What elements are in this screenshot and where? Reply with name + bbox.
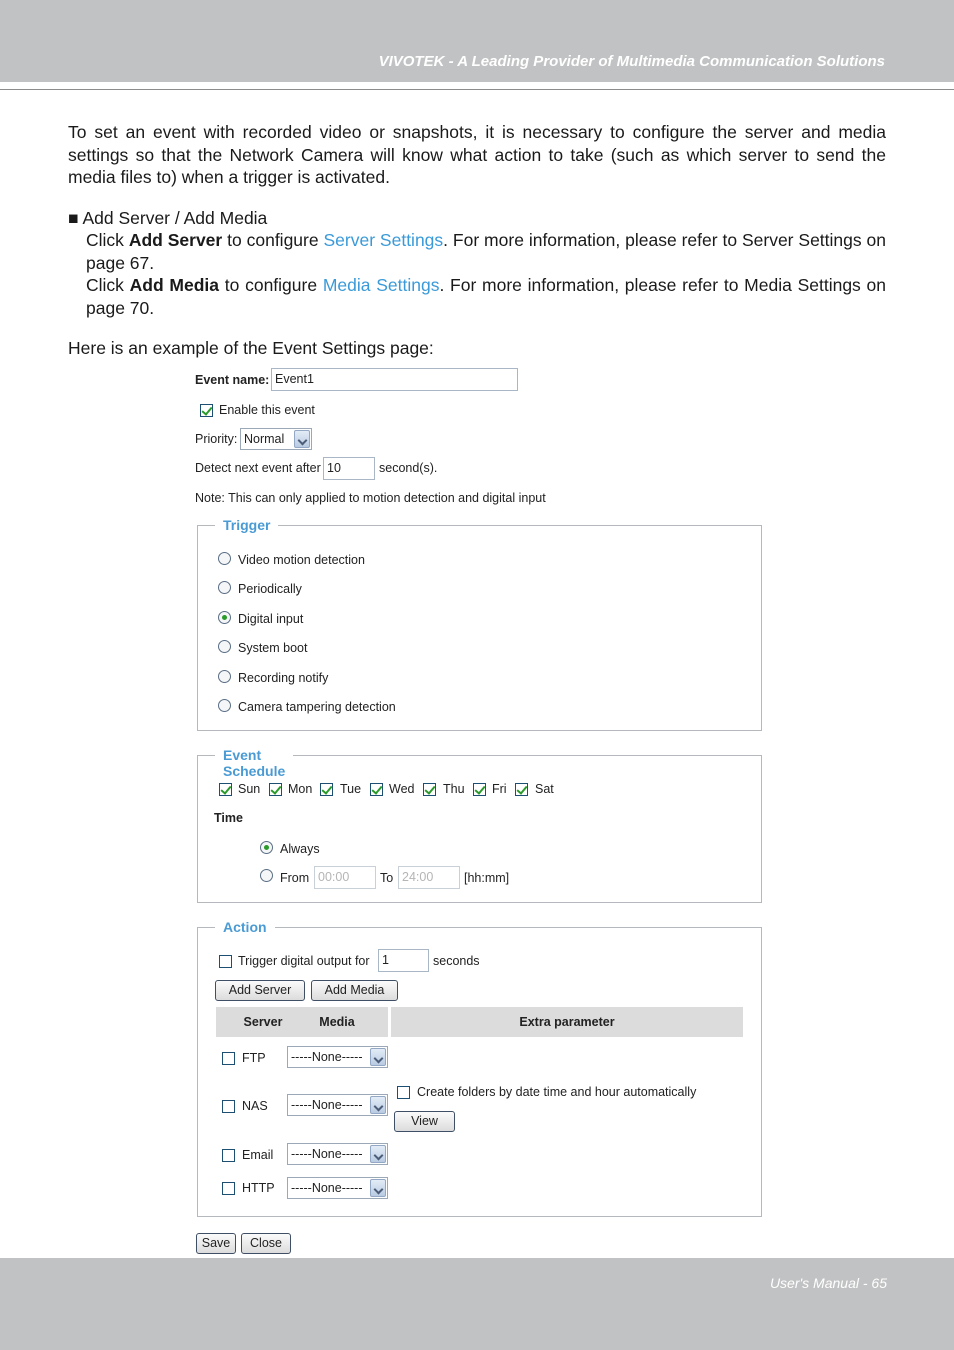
media-select-nas[interactable]: -----None----- — [287, 1094, 388, 1116]
day-label: Sun — [238, 782, 261, 796]
chevron-down-icon — [370, 1048, 386, 1066]
media-select-email[interactable]: -----None----- — [287, 1143, 388, 1165]
always-label: Always — [280, 842, 320, 856]
day-label: Thu — [443, 782, 465, 796]
trigger-option-label: Recording notify — [238, 671, 329, 685]
server-settings-link[interactable]: Server Settings — [323, 230, 444, 250]
day-checkbox-thu[interactable] — [423, 783, 436, 796]
time-label: Time — [214, 811, 243, 825]
server-name: Email — [242, 1148, 274, 1162]
day-checkbox-mon[interactable] — [269, 783, 282, 796]
media-settings-link[interactable]: Media Settings — [322, 275, 440, 295]
event-name-input[interactable]: Event1 — [271, 368, 518, 391]
trigger-radio-system-boot[interactable] — [218, 640, 231, 653]
nas-folder-checkbox[interactable] — [397, 1086, 410, 1099]
time-radio-from[interactable] — [260, 869, 273, 882]
priority-label: Priority: — [195, 432, 238, 446]
table-header-server: Server — [240, 1007, 286, 1037]
day-label: Tue — [340, 782, 362, 796]
server-checkbox-nas[interactable] — [222, 1100, 235, 1113]
trigger-option-label: Camera tampering detection — [238, 700, 396, 714]
trigger-radio-video-motion[interactable] — [218, 552, 231, 565]
priority-select[interactable]: Normal — [240, 428, 312, 450]
chevron-down-icon — [370, 1179, 386, 1197]
server-name: FTP — [242, 1051, 266, 1065]
from-time-input[interactable]: 00:00 — [314, 866, 376, 889]
trigger-radio-recording-notify[interactable] — [218, 670, 231, 683]
intro-paragraph: To set an event with recorded video or snapshots, it is necessary to configure the server and media settings so that the Network Camera will know what action to take (such as which server to send the media files to) when a trigger is activated. — [68, 122, 886, 187]
server-checkbox-http[interactable] — [222, 1182, 235, 1195]
server-name: HTTP — [242, 1181, 275, 1195]
day-label: Mon — [288, 782, 313, 796]
add-server-paragraph: Click Add Server to configure Server Settings. For more information, please refer to Server Settings on page 67. — [86, 230, 886, 273]
trigger-option-label: Video motion detection — [238, 553, 365, 567]
from-label: From — [280, 871, 310, 885]
schedule-legend: Event Schedule — [215, 747, 293, 779]
trigger-radio-digital-input[interactable] — [218, 611, 231, 624]
enable-event-checkbox[interactable] — [200, 404, 213, 417]
trigger-option-label: Digital input — [238, 612, 304, 626]
day-checkbox-sun[interactable] — [219, 783, 232, 796]
nas-folder-label: Create folders by date time and hour automatically — [417, 1085, 697, 1099]
time-format-label: [hh:mm] — [464, 871, 510, 885]
action-fieldset — [197, 927, 762, 1217]
trigger-legend: Trigger — [215, 517, 278, 533]
chevron-down-icon — [370, 1145, 386, 1163]
media-select-ftp[interactable]: -----None----- — [287, 1046, 388, 1068]
server-checkbox-email[interactable] — [222, 1149, 235, 1162]
footer-page-label: User's Manual - 65 — [769, 1275, 887, 1291]
trigger-output-unit: seconds — [433, 954, 480, 968]
detect-label: Detect next event after — [195, 461, 321, 475]
day-checkbox-wed[interactable] — [370, 783, 383, 796]
footer-band — [0, 1258, 954, 1350]
trigger-radio-camera-tampering[interactable] — [218, 699, 231, 712]
enable-event-label: Enable this event — [219, 403, 315, 417]
example-caption: Here is an example of the Event Settings page: — [68, 338, 434, 358]
trigger-option-label: Periodically — [238, 582, 302, 596]
day-checkbox-sat[interactable] — [515, 783, 528, 796]
detect-unit: second(s). — [379, 461, 438, 475]
table-header-media: Media — [286, 1007, 388, 1037]
event-name-label: Event name: — [195, 373, 270, 387]
time-radio-always[interactable] — [260, 841, 273, 854]
header-title: VIVOTEK - A Leading Provider of Multimedia Communication Solutions — [378, 53, 885, 70]
add-media-button[interactable]: Add Media — [311, 980, 398, 1001]
add-server-button[interactable]: Add Server — [215, 980, 305, 1001]
trigger-output-checkbox[interactable] — [219, 955, 232, 968]
save-button[interactable]: Save — [196, 1233, 236, 1254]
trigger-output-label: Trigger digital output for — [238, 954, 370, 968]
bullet-heading: ■ Add Server / Add Media — [68, 208, 268, 228]
trigger-option-label: System boot — [238, 641, 308, 655]
day-label: Sat — [535, 782, 554, 796]
view-button[interactable]: View — [394, 1111, 455, 1132]
chevron-down-icon — [294, 430, 310, 448]
close-button[interactable]: Close — [241, 1233, 291, 1254]
day-checkbox-tue[interactable] — [320, 783, 333, 796]
add-media-paragraph: Click Add Media to configure Media Settings. For more information, please refer to Media Settings on page 70. — [86, 275, 886, 318]
to-label: To — [380, 871, 394, 885]
server-name: NAS — [242, 1099, 268, 1113]
table-header-select — [216, 1007, 240, 1037]
header-rule — [0, 89, 954, 90]
trigger-radio-periodically[interactable] — [218, 581, 231, 594]
media-select-http[interactable]: -----None----- — [287, 1177, 388, 1199]
action-legend: Action — [215, 919, 275, 935]
day-label: Fri — [492, 782, 507, 796]
note-text: Note: This can only applied to motion detection and digital input — [195, 491, 546, 505]
table-header-extra: Extra parameter — [391, 1007, 743, 1037]
to-time-input[interactable]: 24:00 — [398, 866, 460, 889]
trigger-output-input[interactable]: 1 — [378, 949, 429, 972]
day-checkbox-fri[interactable] — [473, 783, 486, 796]
chevron-down-icon — [370, 1096, 386, 1114]
day-label: Wed — [389, 782, 415, 796]
detect-interval-input[interactable]: 10 — [323, 457, 375, 480]
server-checkbox-ftp[interactable] — [222, 1052, 235, 1065]
